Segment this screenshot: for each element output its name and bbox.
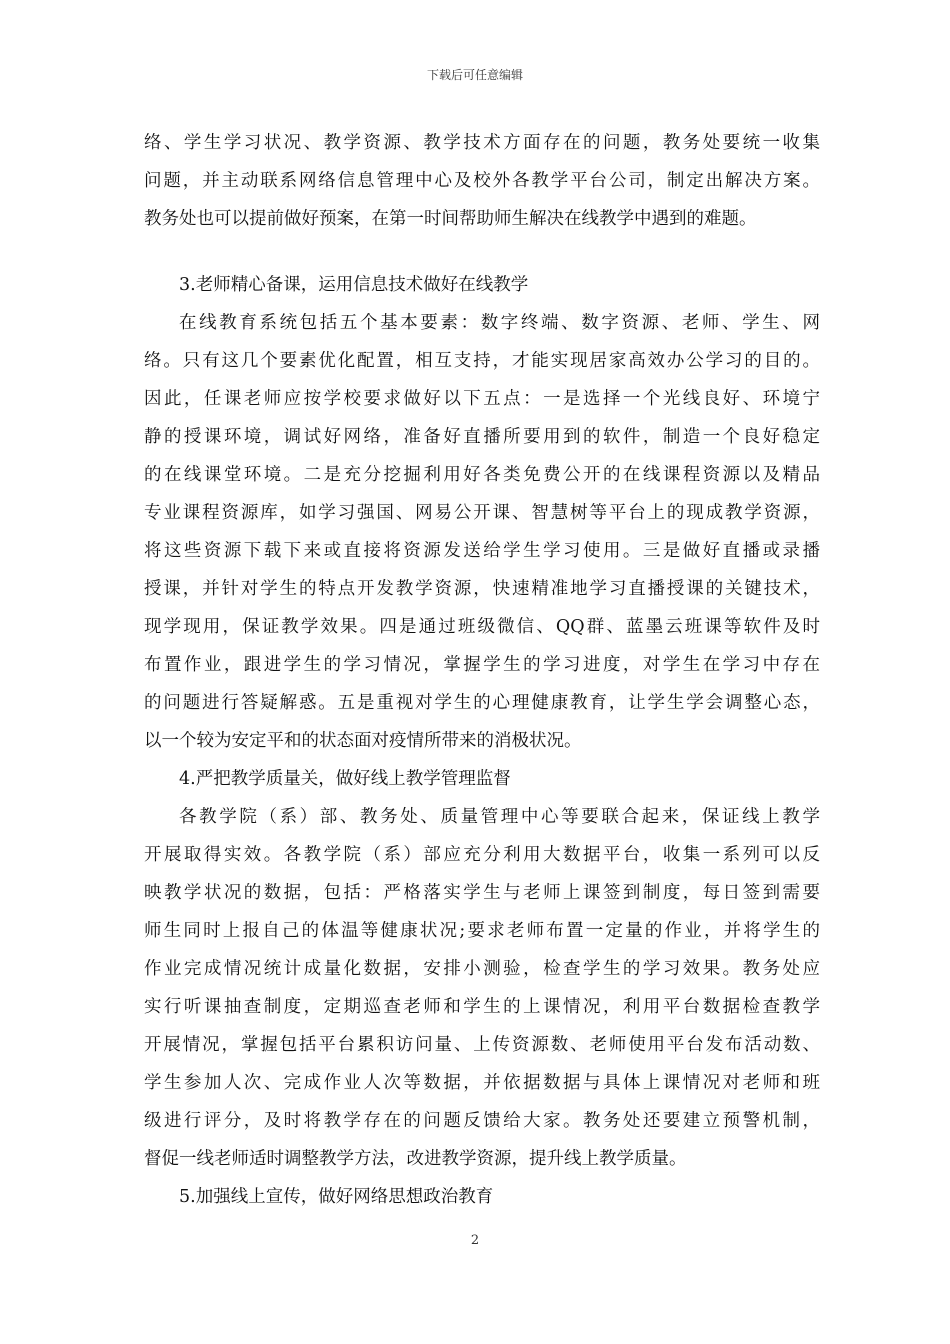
text-line: 将这些资源下载下来或直接将资源发送给学生学习使用。三是做好直播或录播 [144,541,820,561]
text-line: 现学现用，保证教学效果。四是通过班级微信、QQ群、蓝墨云班课等软件及时 [144,617,820,637]
text-line: 问题，并主动联系网络信息管理中心及校外各教学平台公司，制定出解决方案。 [144,171,820,191]
document-body [144,124,820,1216]
text-line: 开展情况，掌握包括平台累积访问量、上传资源数、老师使用平台发布活动数、 [144,1035,820,1055]
text-line: 络、学生学习状况、教学资源、教学技术方面存在的问题，教务处要统一收集 [144,133,820,153]
text-line: 因此，任课老师应按学校要求做好以下五点：一是选择一个光线良好、环境宁 [144,389,820,409]
text-line: 督促一线老师适时调整教学方法，改进教学资源，提升线上教学质量。 [144,1149,687,1169]
paragraph [144,1178,820,1216]
text-line: 3.老师精心备课，运用信息技术做好在线教学 [179,275,529,295]
paragraph [144,760,820,798]
text-line: 络。只有这几个要素优化配置，相互支持，才能实现居家高效办公学习的目的。 [144,351,820,371]
paragraph [144,798,820,1178]
text-line: 静的授课环境，调试好网络，准备好直播所要用到的软件，制造一个良好稳定 [144,427,820,447]
paragraph [144,124,820,238]
text-line: 的在线课堂环境。二是充分挖掘利用好各类免费公开的在线课程资源以及精品 [144,465,820,485]
page-header: 下载后可任意编辑 [426,68,523,82]
paragraph [144,304,820,760]
text-line: 开展取得实效。各教学院（系）部应充分利用大数据平台，收集一系列可以反 [144,845,820,865]
text-line: 布置作业，跟进学生的学习情况，掌握学生的学习进度，对学生在学习中存在 [144,655,820,675]
text-line: 学生参加人次、完成作业人次等数据，并依据数据与具体上课情况对老师和班 [144,1073,820,1093]
text-line: 实行听课抽查制度，定期巡查老师和学生的上课情况，利用平台数据检查教学 [144,997,820,1017]
text-line: 教务处也可以提前做好预案，在第一时间帮助师生解决在线教学中遇到的难题。 [144,209,757,229]
page-number: 2 [470,1233,480,1248]
text-line: 级进行评分，及时将教学存在的问题反馈给大家。教务处还要建立预警机制， [144,1111,820,1131]
text-line: 专业课程资源库，如学习强国、网易公开课、智慧树等平台上的现成教学资源， [144,503,820,523]
text-line: 在线教育系统包括五个基本要素：数字终端、数字资源、老师、学生、网 [179,313,820,333]
paragraph-gap [144,238,820,266]
paragraph [144,266,820,304]
text-line: 以一个较为安定平和的状态面对疫情所带来的消极状况。 [144,731,582,751]
text-line: 4.严把教学质量关，做好线上教学管理监督 [179,769,511,789]
text-line: 的问题进行答疑解惑。五是重视对学生的心理健康教育，让学生学会调整心态， [144,693,820,713]
text-line: 授课，并针对学生的特点开发教学资源，快速精准地学习直播授课的关键技术， [144,579,820,599]
text-line: 各教学院（系）部、教务处、质量管理中心等要联合起来，保证线上教学 [179,807,820,827]
text-line: 师生同时上报自己的体温等健康状况;要求老师布置一定量的作业，并将学生的 [144,921,820,941]
text-line: 映教学状况的数据，包括：严格落实学生与老师上课签到制度，每日签到需要 [144,883,820,903]
text-line: 作业完成情况统计成量化数据，安排小测验，检查学生的学习效果。教务处应 [144,959,820,979]
text-line: 5.加强线上宣传，做好网络思想政治教育 [179,1187,494,1207]
